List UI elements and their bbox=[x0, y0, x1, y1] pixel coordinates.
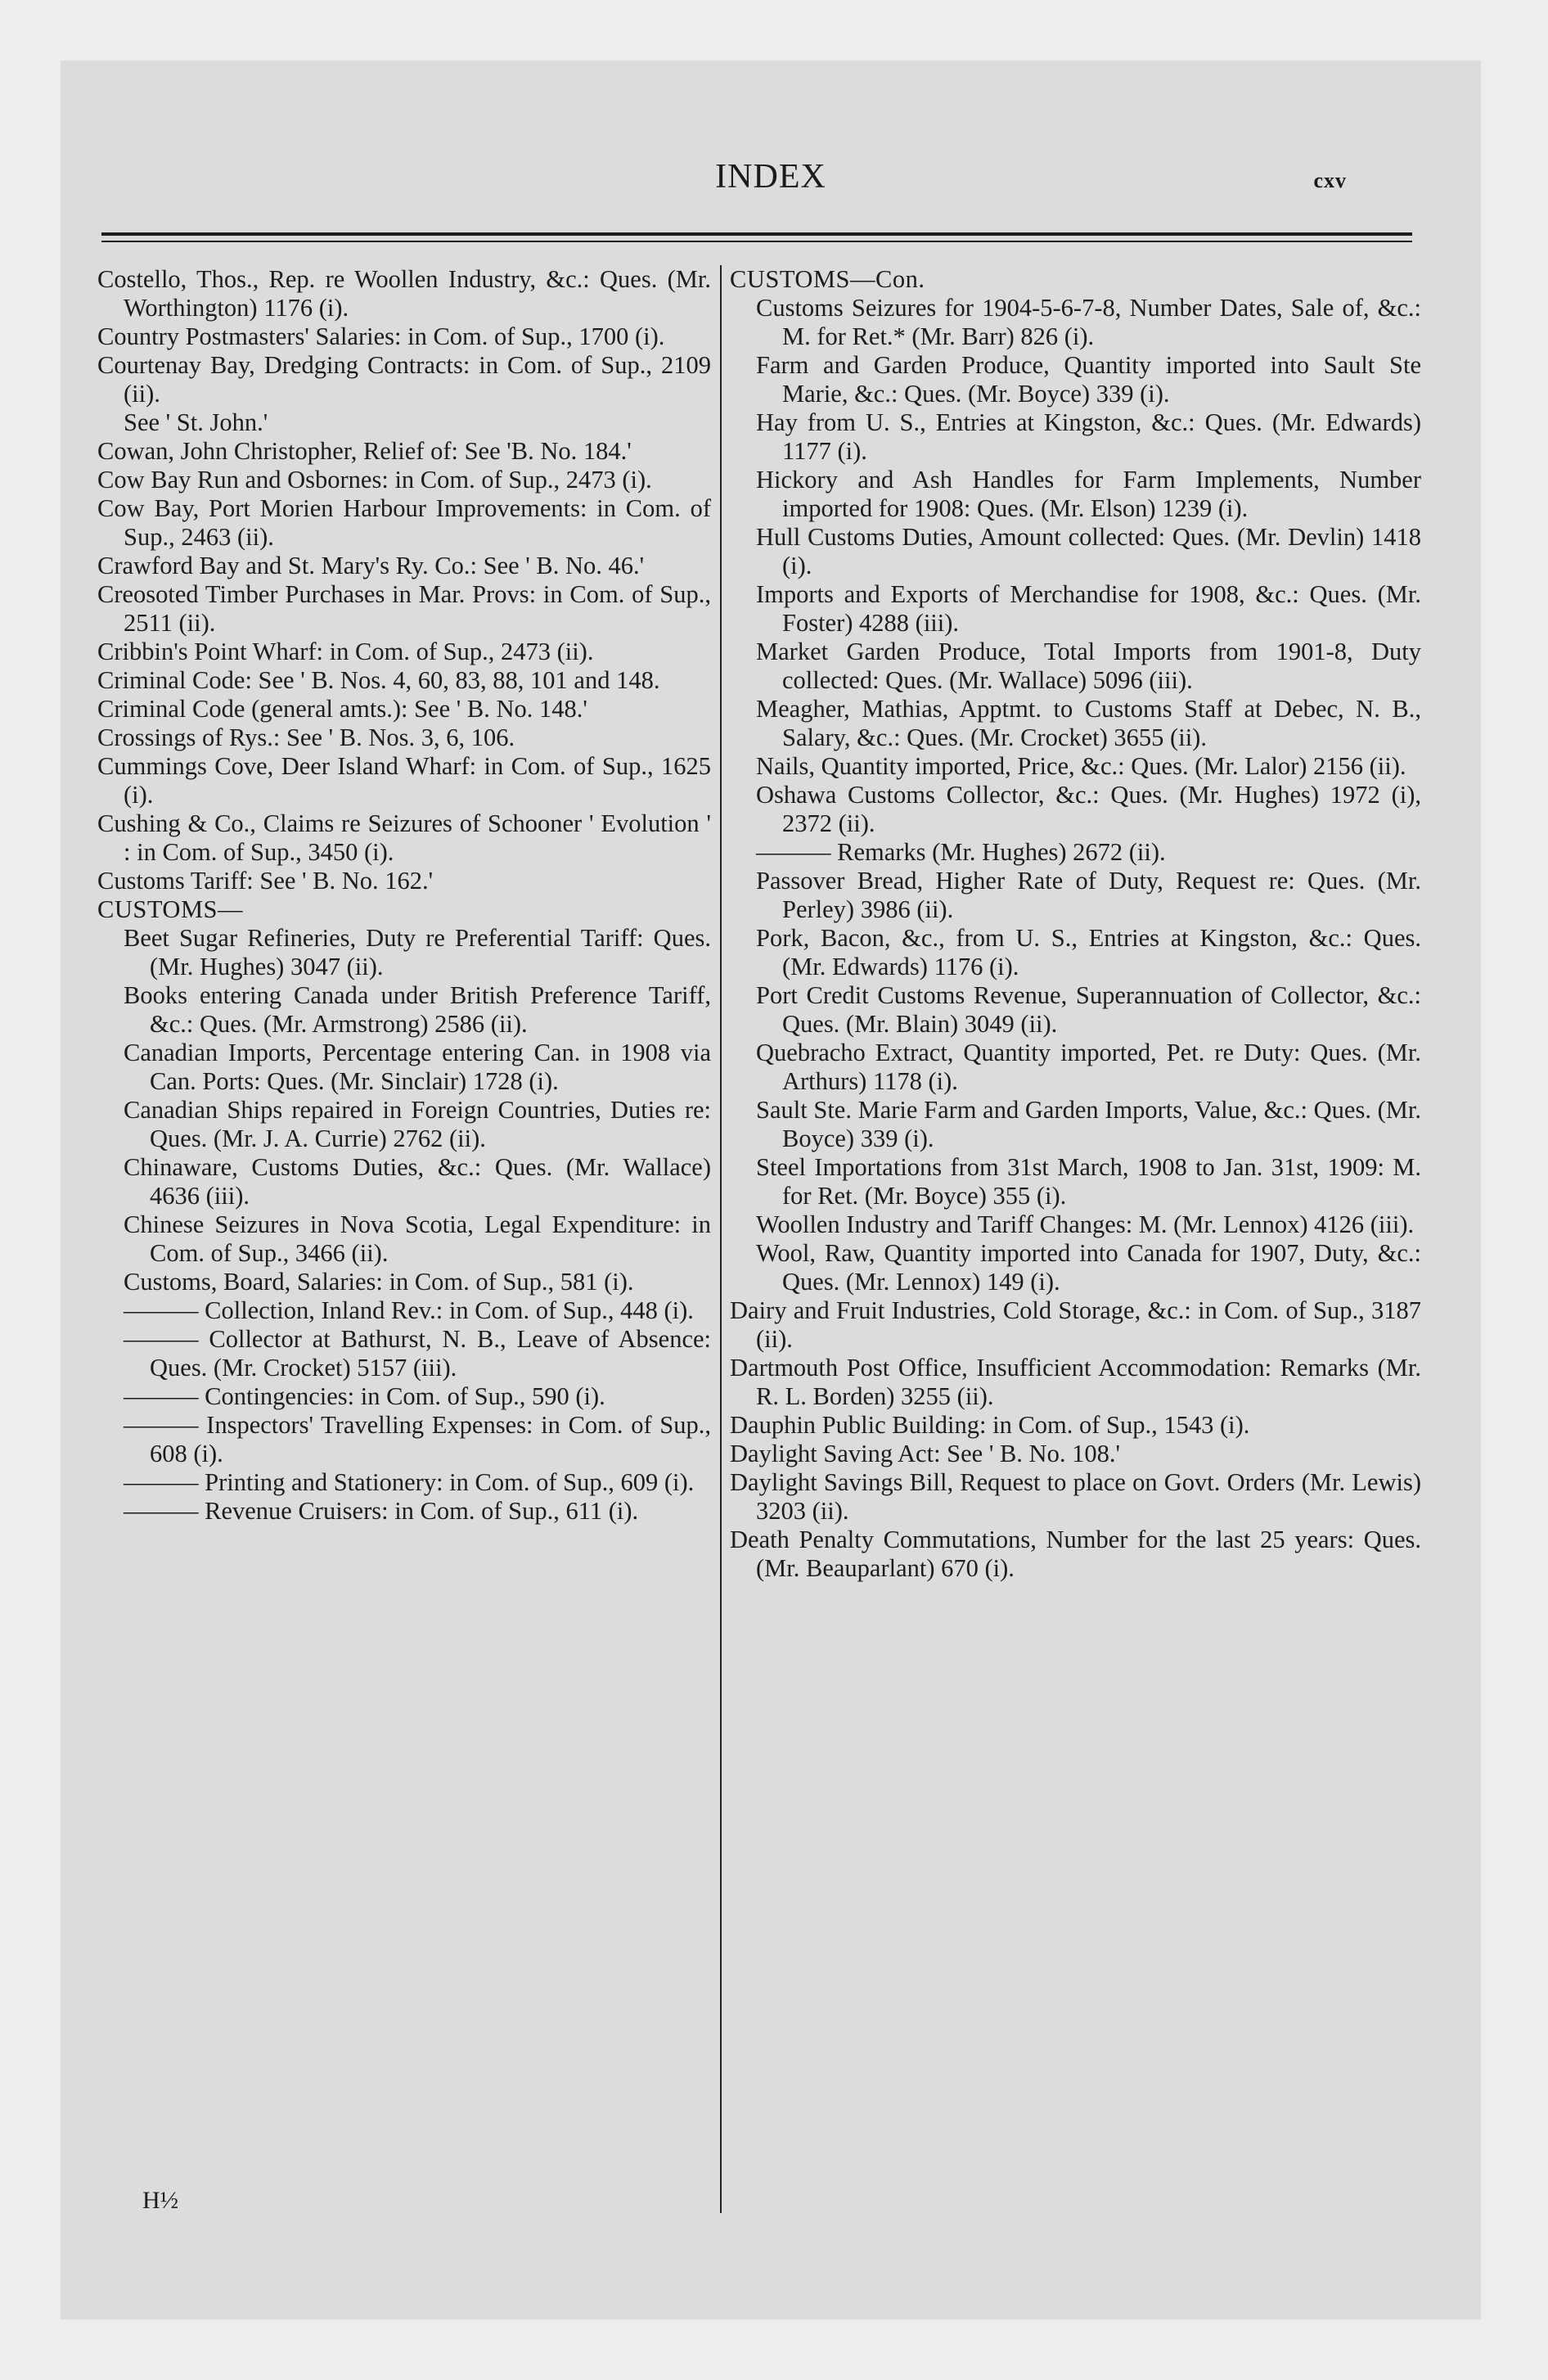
customs-subentry: ——— Collection, Inland Rev.: in Com. of Sup., 448 (i). bbox=[124, 1296, 694, 1324]
header-rule-thin bbox=[101, 241, 1412, 242]
customs-subentry: Meagher, Mathias, Apptmt. to Customs Staff at Debec, N. B., Salary, &c.: Ques. (Mr. Crocket) 3655 (ii). bbox=[756, 695, 1421, 751]
customs-subentry: Books entering Canada under British Preference Tariff, &c.: Ques. (Mr. Armstrong) 2586 (ii). bbox=[124, 981, 711, 1038]
right-column bbox=[730, 265, 1421, 1583]
customs-subentry: ——— Inspectors' Travelling Expenses: in Com. of Sup., 608 (i). bbox=[124, 1411, 711, 1467]
index-entry: Costello, Thos., Rep. re Woollen Industry, &c.: Ques. (Mr. Worthington) 1176 (i). bbox=[97, 265, 711, 322]
index-entry: Death Penalty Commutations, Number for the last 25 years: Ques. (Mr. Beauparlant) 670 (i). bbox=[730, 1526, 1421, 1582]
customs-subentry: Beet Sugar Refineries, Duty re Preferential Tariff: Ques. (Mr. Hughes) 3047 (ii). bbox=[124, 924, 711, 980]
customs-subentry: Wool, Raw, Quantity imported into Canada for 1907, Duty, &c.: Ques. (Mr. Lennox) 149 (i). bbox=[756, 1239, 1421, 1296]
customs-subentry: Nails, Quantity imported, Price, &c.: Ques. (Mr. Lalor) 2156 (ii). bbox=[756, 752, 1406, 780]
column-divider bbox=[720, 265, 722, 2213]
page-title: INDEX bbox=[715, 158, 826, 196]
customs-subentry: Woollen Industry and Tariff Changes: M. (Mr. Lennox) 4126 (iii). bbox=[756, 1210, 1415, 1238]
index-entry: Customs Tariff: See ' B. No. 162.' bbox=[97, 867, 434, 895]
index-entry: Cribbin's Point Wharf: in Com. of Sup., 2473 (ii). bbox=[97, 638, 594, 665]
customs-subentry: Hay from U. S., Entries at Kingston, &c.: Ques. (Mr. Edwards) 1177 (i). bbox=[756, 408, 1421, 465]
customs-subentry: Canadian Imports, Percentage entering Can. in 1908 via Can. Ports: Ques. (Mr. Sinclair) 1728 (i). bbox=[124, 1039, 711, 1095]
customs-subentry: Pork, Bacon, &c., from U. S., Entries at Kingston, &c.: Ques. (Mr. Edwards) 1176 (i). bbox=[756, 924, 1421, 980]
customs-subentry: Customs Seizures for 1904-5-6-7-8, Number Dates, Sale of, &c.: M. for Ret.* (Mr. Barr) 826 (i). bbox=[756, 294, 1421, 350]
customs-subentry: Passover Bread, Higher Rate of Duty, Request re: Ques. (Mr. Perley) 3986 (ii). bbox=[756, 867, 1421, 923]
customs-subentry: Chinaware, Customs Duties, &c.: Ques. (Mr. Wallace) 4636 (iii). bbox=[124, 1153, 711, 1210]
customs-subentry: Imports and Exports of Merchandise for 1908, &c.: Ques. (Mr. Foster) 4288 (iii). bbox=[756, 580, 1421, 637]
customs-subentry: Quebracho Extract, Quantity imported, Pet. re Duty: Ques. (Mr. Arthurs) 1178 (i). bbox=[756, 1039, 1421, 1095]
index-page bbox=[61, 61, 1481, 2319]
index-entry: Creosoted Timber Purchases in Mar. Provs: in Com. of Sup., 2511 (ii). bbox=[97, 580, 711, 637]
index-entry: Cow Bay, Port Morien Harbour Improvements: in Com. of Sup., 2463 (ii). bbox=[97, 494, 711, 551]
index-entry: Crawford Bay and St. Mary's Ry. Co.: See ' B. No. 46.' bbox=[97, 552, 645, 579]
scanned-page bbox=[61, 61, 1481, 2319]
index-entry: Crossings of Rys.: See ' B. Nos. 3, 6, 106. bbox=[97, 723, 515, 751]
index-entry: Country Postmasters' Salaries: in Com. of Sup., 1700 (i). bbox=[97, 322, 665, 350]
index-entry: Cushing & Co., Claims re Seizures of Schooner ' Evolution ' : in Com. of Sup., 3450 (i). bbox=[97, 809, 711, 866]
customs-subentry: ——— Printing and Stationery: in Com. of Sup., 609 (i). bbox=[124, 1468, 695, 1496]
customs-subentry: Port Credit Customs Revenue, Superannuation of Collector, &c.: Ques. (Mr. Blain) 3049 (ii). bbox=[756, 981, 1421, 1038]
index-entry: Daylight Savings Bill, Request to place on Govt. Orders (Mr. Lewis) 3203 (ii). bbox=[730, 1468, 1421, 1525]
customs-subentry: Sault Ste. Marie Farm and Garden Imports, Value, &c.: Ques. (Mr. Boyce) 339 (i). bbox=[756, 1096, 1421, 1152]
cross-reference: See ' St. John.' bbox=[124, 408, 268, 436]
customs-heading: CUSTOMS— bbox=[97, 895, 244, 923]
index-entry: Criminal Code: See ' B. Nos. 4, 60, 83, 88, 101 and 148. bbox=[97, 666, 660, 694]
header-rule-thick bbox=[101, 232, 1412, 236]
index-entry: Courtenay Bay, Dredging Contracts: in Com. of Sup., 2109 (ii). bbox=[97, 351, 711, 408]
customs-subentry: Hull Customs Duties, Amount collected: Ques. (Mr. Devlin) 1418 (i). bbox=[756, 523, 1421, 579]
customs-subentry: Hickory and Ash Handles for Farm Implements, Number imported for 1908: Ques. (Mr. Elson) 1239 (i). bbox=[756, 466, 1421, 522]
customs-subentry: ——— Remarks (Mr. Hughes) 2672 (ii). bbox=[756, 838, 1166, 866]
customs-subentry: Chinese Seizures in Nova Scotia, Legal Expenditure: in Com. of Sup., 3466 (ii). bbox=[124, 1210, 711, 1267]
customs-subentry: Market Garden Produce, Total Imports from 1901-8, Duty collected: Ques. (Mr. Wallace) 5096 (iii). bbox=[756, 638, 1421, 694]
index-entry: Dairy and Fruit Industries, Cold Storage, &c.: in Com. of Sup., 3187 (ii). bbox=[730, 1296, 1421, 1353]
customs-subentry: Customs, Board, Salaries: in Com. of Sup., 581 (i). bbox=[124, 1268, 634, 1296]
signature-mark: H½ bbox=[142, 2187, 179, 2214]
index-entry: Daylight Saving Act: See ' B. No. 108.' bbox=[730, 1440, 1120, 1467]
customs-subentry: ——— Collector at Bathurst, N. B., Leave of Absence: Ques. (Mr. Crocket) 5157 (iii). bbox=[124, 1325, 711, 1382]
index-entry: Dartmouth Post Office, Insufficient Accommodation: Remarks (Mr. R. L. Borden) 3255 (ii). bbox=[730, 1354, 1421, 1410]
left-column bbox=[97, 265, 711, 1526]
index-entry: Dauphin Public Building: in Com. of Sup., 1543 (i). bbox=[730, 1411, 1250, 1439]
customs-subentry: Oshawa Customs Collector, &c.: Ques. (Mr. Hughes) 1972 (i), 2372 (ii). bbox=[756, 781, 1421, 837]
customs-subentry: ——— Contingencies: in Com. of Sup., 590 (i). bbox=[124, 1382, 605, 1410]
customs-subentry: Canadian Ships repaired in Foreign Countries, Duties re: Ques. (Mr. J. A. Currie) 2762 (ii). bbox=[124, 1096, 711, 1152]
customs-continued-heading: CUSTOMS—Con. bbox=[730, 265, 925, 293]
index-entry: Cow Bay Run and Osbornes: in Com. of Sup., 2473 (i). bbox=[97, 466, 652, 494]
customs-subentry: Farm and Garden Produce, Quantity imported into Sault Ste Marie, &c.: Ques. (Mr. Boyce) 339 (i). bbox=[756, 351, 1421, 408]
customs-subentry: Steel Importations from 31st March, 1908 to Jan. 31st, 1909: M. for Ret. (Mr. Boyce) 355 (i). bbox=[756, 1153, 1421, 1210]
index-entry: Criminal Code (general amts.): See ' B. No. 148.' bbox=[97, 695, 587, 723]
index-entry: Cowan, John Christopher, Relief of: See 'B. No. 184.' bbox=[97, 437, 632, 465]
index-entry: Cummings Cove, Deer Island Wharf: in Com. of Sup., 1625 (i). bbox=[97, 752, 711, 809]
customs-subentry: ——— Revenue Cruisers: in Com. of Sup., 611 (i). bbox=[124, 1497, 639, 1525]
page-number: cxv bbox=[1313, 169, 1347, 192]
